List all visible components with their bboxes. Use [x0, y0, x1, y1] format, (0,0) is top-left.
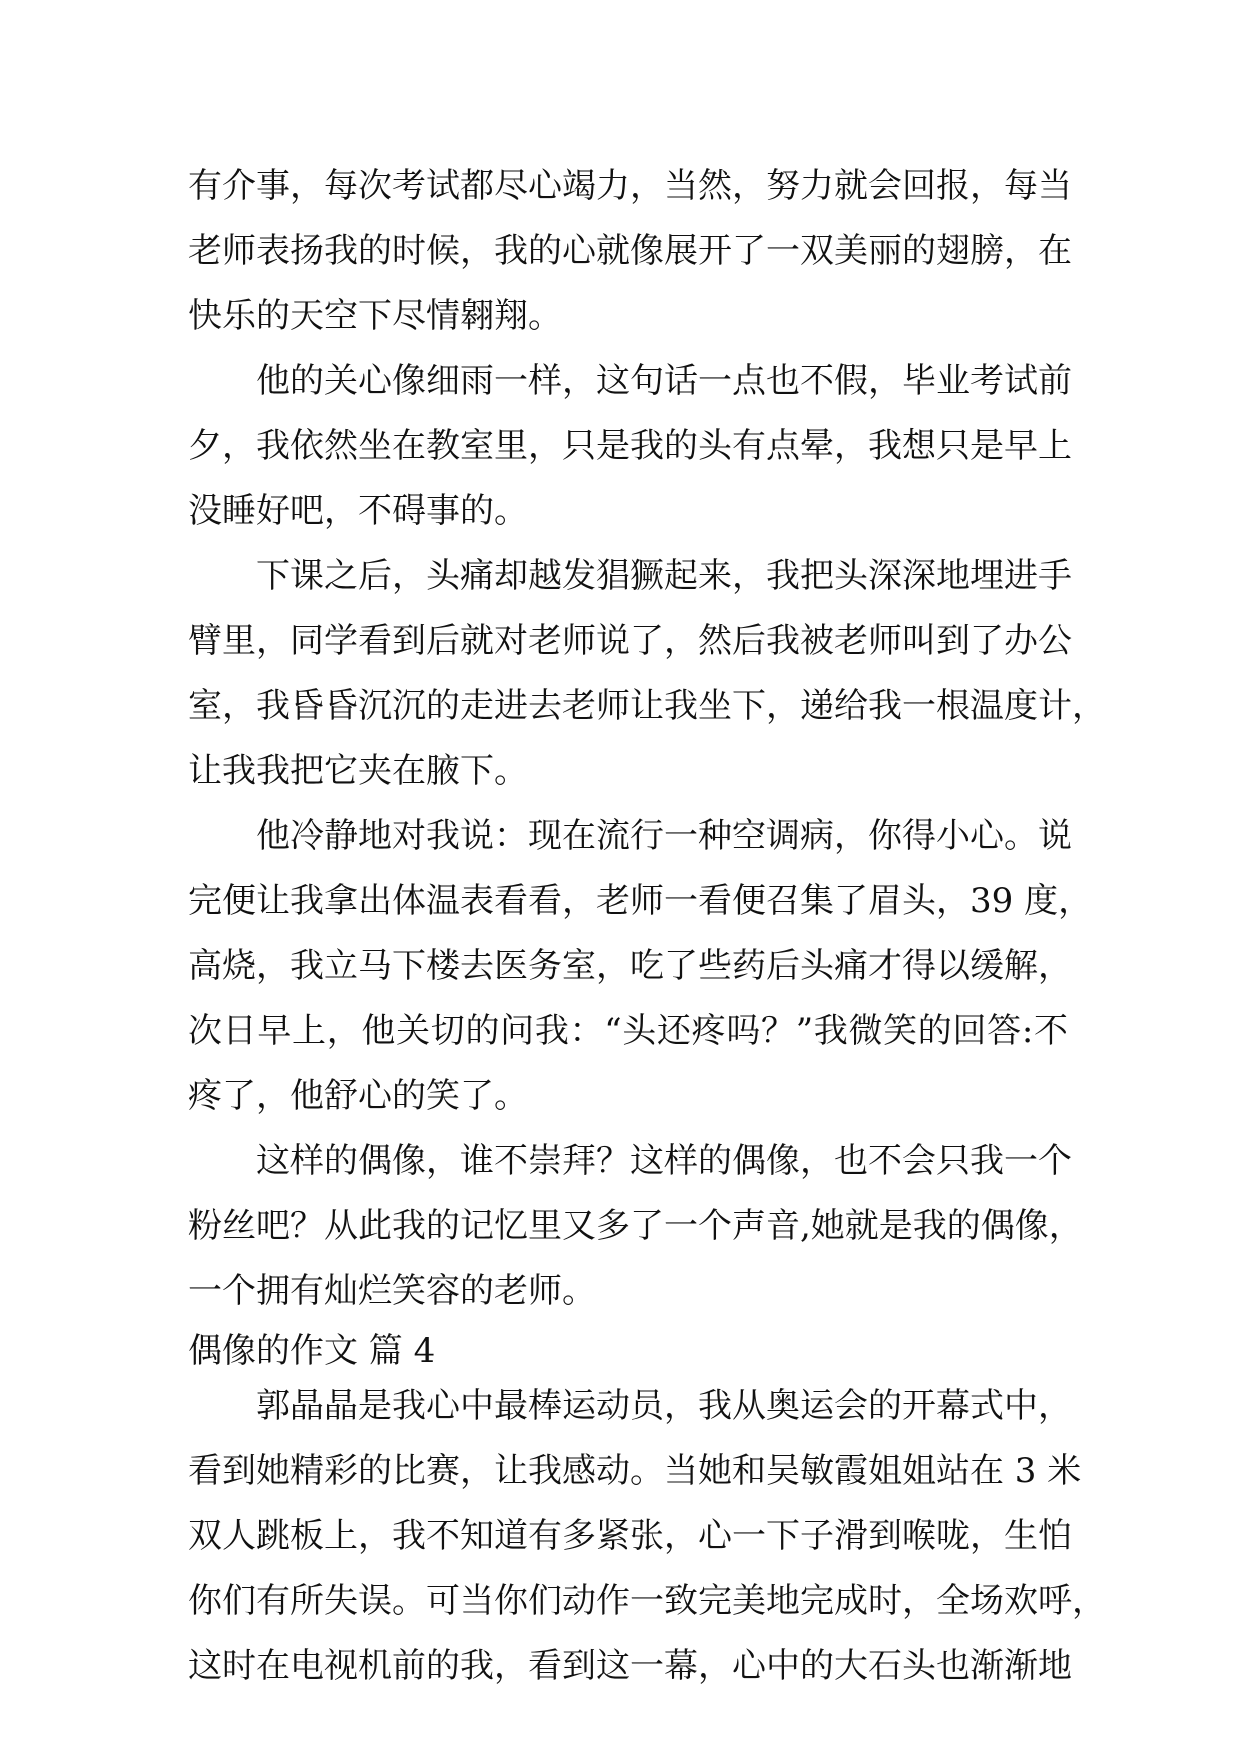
text-line: 看到她精彩的比赛，让我感动。当她和吴敏霞姐姐站在 3 米 [188, 1451, 1082, 1491]
text-line: 你们有所失误。可当你们动作一致完美地完成时，全场欢呼， [188, 1581, 1106, 1621]
document-body [188, 158, 1106, 1703]
paragraph-first-line: 这样的偶像，谁不崇拜？这样的偶像，也不会只我一个 [256, 1141, 1072, 1181]
section-heading: 偶像的作文 篇 4 [188, 1331, 436, 1371]
text-line: 夕，我依然坐在教室里，只是我的头有点晕，我想只是早上 [188, 426, 1072, 466]
text-line: 有介事，每次考试都尽心竭力，当然，努力就会回报，每当 [188, 166, 1072, 206]
text-line: 没睡好吧，不碍事的。 [188, 491, 528, 531]
text-line: 双人跳板上，我不知道有多紧张，心一下子滑到喉咙，生怕 [188, 1516, 1072, 1556]
paragraph-first-line: 郭晶晶是我心中最棒运动员，我从奥运会的开幕式中， [256, 1386, 1072, 1426]
text-line: 快乐的天空下尽情翱翔。 [188, 296, 562, 336]
text-line: 次日早上，他关切的问我：“头还疼吗？”我微笑的回答:不 [188, 1011, 1068, 1051]
text-line: 这时在电视机前的我，看到这一幕，心中的大石头也渐渐地 [188, 1646, 1072, 1686]
paragraph-first-line: 他的关心像细雨一样，这句话一点也不假，毕业考试前 [256, 361, 1072, 401]
text-line: 室，我昏昏沉沉的走进去老师让我坐下，递给我一根温度计， [188, 686, 1106, 726]
text-line: 臂里，同学看到后就对老师说了，然后我被老师叫到了办公 [188, 621, 1072, 661]
text-line: 疼了，他舒心的笑了。 [188, 1076, 528, 1116]
paragraph-first-line: 他冷静地对我说：现在流行一种空调病，你得小心。说 [256, 816, 1072, 856]
text-line: 完便让我拿出体温表看看，老师一看便召集了眉头，39 度， [188, 881, 1093, 921]
text-line: 粉丝吧？从此我的记忆里又多了一个声音,她就是我的偶像， [188, 1206, 1083, 1246]
text-line: 高烧，我立马下楼去医务室，吃了些药后头痛才得以缓解， [188, 946, 1072, 986]
text-line: 老师表扬我的时候，我的心就像展开了一双美丽的翅膀，在 [188, 231, 1072, 271]
text-line: 一个拥有灿烂笑容的老师。 [188, 1271, 596, 1311]
text-line: 让我我把它夹在腋下。 [188, 751, 528, 791]
paragraph-first-line: 下课之后，头痛却越发猖獗起来，我把头深深地埋进手 [256, 556, 1072, 596]
